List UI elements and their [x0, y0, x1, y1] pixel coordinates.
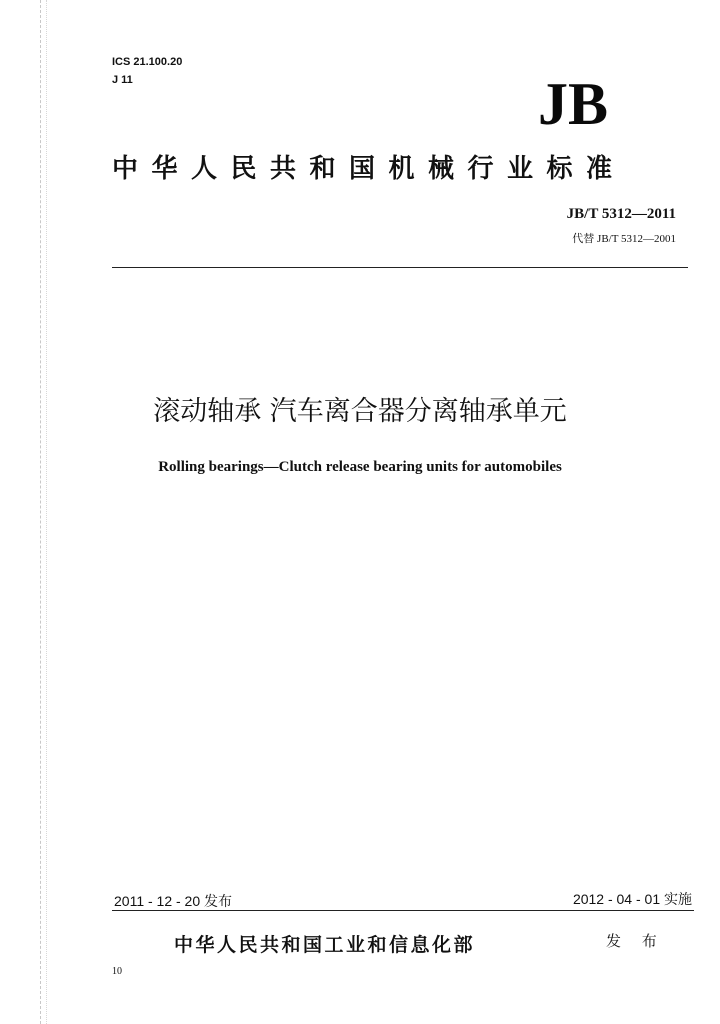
standard-number: JB/T 5312—2011: [566, 206, 676, 222]
footer-divider: [112, 910, 694, 911]
document-title-english: Rolling bearings—Clutch release bearing units for automobiles: [158, 459, 562, 475]
classification-code: J 11: [112, 74, 133, 86]
binding-margin-line-inner: [46, 0, 47, 1024]
page-number: 10: [112, 966, 122, 977]
implementation-date: 2012 - 04 - 01 实施: [572, 891, 692, 907]
header-divider: [112, 267, 688, 268]
document-title-chinese: 滚动轴承 汽车离合器分离轴承单元: [153, 396, 567, 427]
jb-logo: JB: [538, 71, 609, 137]
publish-label: 发 布: [606, 932, 665, 950]
ics-code: ICS 21.100.20: [112, 56, 183, 68]
industry-standard-heading: 中华人民共和国机械行业标准: [112, 154, 626, 184]
issuing-authority: 中华人民共和国工业和信息化部: [174, 934, 476, 956]
replaces-standard: 代替 JB/T 5312—2001: [572, 233, 676, 245]
issue-date: 2011 - 12 - 20 发布: [114, 893, 233, 909]
binding-margin-line: [40, 0, 41, 1024]
